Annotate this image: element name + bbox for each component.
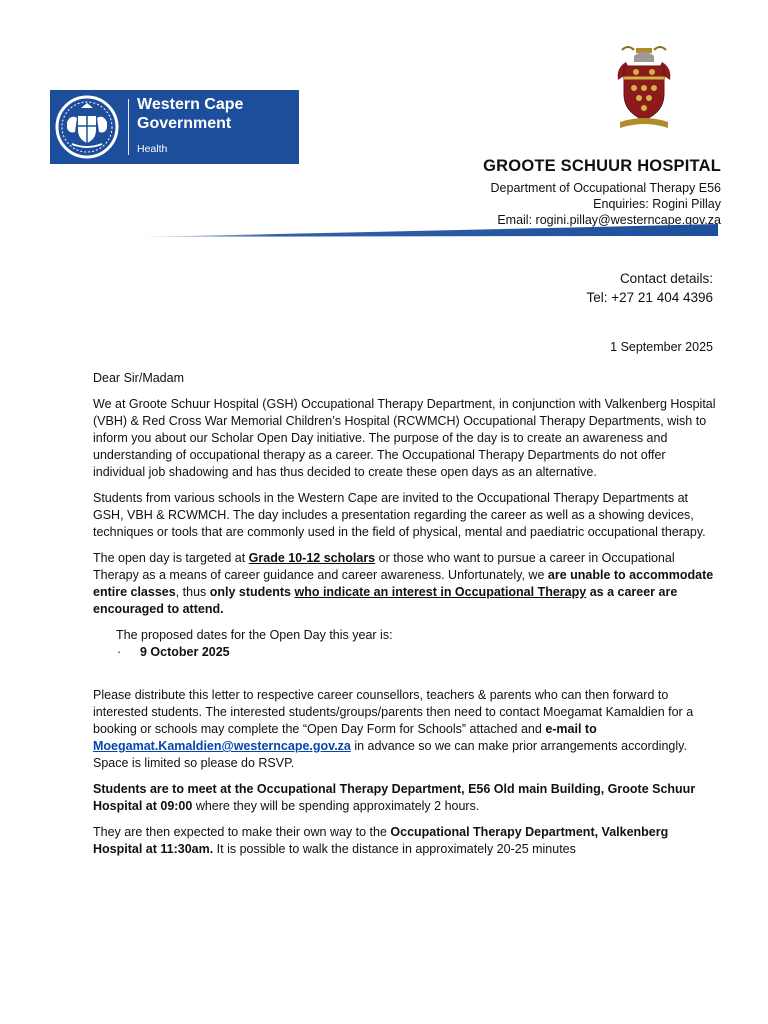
paragraph-intro: We at Groote Schuur Hospital (GSH) Occupational Therapy Department, in conjunction with Valkenberg Hospital (VBH) & Red Cross War Memorial Children’s Hospital (RCWMCH) Occupational Therapy Departments, wish to inform you about our Scholar Open Day initiative. The purpose of the day is to create an awareness and understanding of occupational therapy as a career. The Occupational Therapy Departments do not offer individual job shadowing and has thus decided to create these open days as an alternative. [93,397,716,479]
contact-tel: Tel: +27 21 404 4396 [586,290,713,305]
paragraph-students: Students from various schools in the Western Cape are invited to the Occupational Therapy Departments at GSH, VBH & RCWMCH. The day includes a presentation regarding the career as well as a showing devices, techniques or tools that are commonly used in the field of physical, mental and paediatric occupational therapy. [93,491,706,539]
dates-intro: The proposed dates for the Open Day this year is: [116,628,393,642]
hospital-crest-icon [612,42,676,134]
paragraph-meeting: Students are to meet at the Occupational Therapy Department, E56 Old main Building, Groote Schuur Hospital at 09:00 where they will be spending approximately 2 hours. [93,782,696,813]
logo-divider [128,99,129,155]
coat-of-arms-icon [50,90,124,164]
booking-email-link[interactable]: Moegamat.Kamaldien@westerncape.gov.za [93,739,351,753]
email-line: Email: rogini.pillay@westerncape.gov.za [497,213,721,227]
list-item [116,644,718,661]
proposed-dates [116,627,718,661]
letterhead [483,157,721,228]
paragraph-valkenberg: They are then expected to make their own way to the Occupational Therapy Department, Valkenberg Hospital at 11:30am. It is possible to walk the distance in approximately 20-25 minutes [93,825,669,856]
contact-label: Contact details: [619,271,713,286]
contact-details [587,269,713,307]
hospital-name: GROOTE SCHUUR HOSPITAL [483,157,721,175]
enquiries-line: Enquiries: Rogini Pillay [593,197,721,211]
letter-body [93,370,718,867]
logo-line-government: Government [137,115,232,132]
paragraph-distribute: Please distribute this letter to respective career counsellors, teachers & parents who can then forward to interested students. The interested students/groups/parents then need to contact Moegamat Kamaldien for a booking or schools may complete the “Open Day Form for Schools” attached and e-mail to Moegamat.Kamaldien@westerncape.gov.za in advance so we can make prior arrangements accordingly. Space is limited so please do RSVP. [93,688,694,770]
grade-highlight: Grade 10-12 scholars [248,551,376,565]
salutation: Dear Sir/Madam [93,371,184,385]
logo-text [137,95,243,159]
western-cape-government-logo [50,90,299,164]
open-day-date: 9 October 2025 [140,645,230,659]
logo-line-western-cape: Western Cape [137,96,244,113]
bullet-icon: · [117,645,122,659]
letter-date: 1 September 2025 [610,340,713,354]
paragraph-target: The open day is targeted at Grade 10-12 scholars or those who want to pursue a career in Occupational Therapy as a means of career guidance and career awareness. Unfortunately, we are unable to accommodate entire classes, thus only students who indicate an interest in Occupational Therapy as a career are encouraged to attend. [93,551,714,616]
logo-department: Health [137,143,168,155]
letterhead-swoosh-divider [130,222,720,238]
department-line: Department of Occupational Therapy E56 [490,181,721,195]
